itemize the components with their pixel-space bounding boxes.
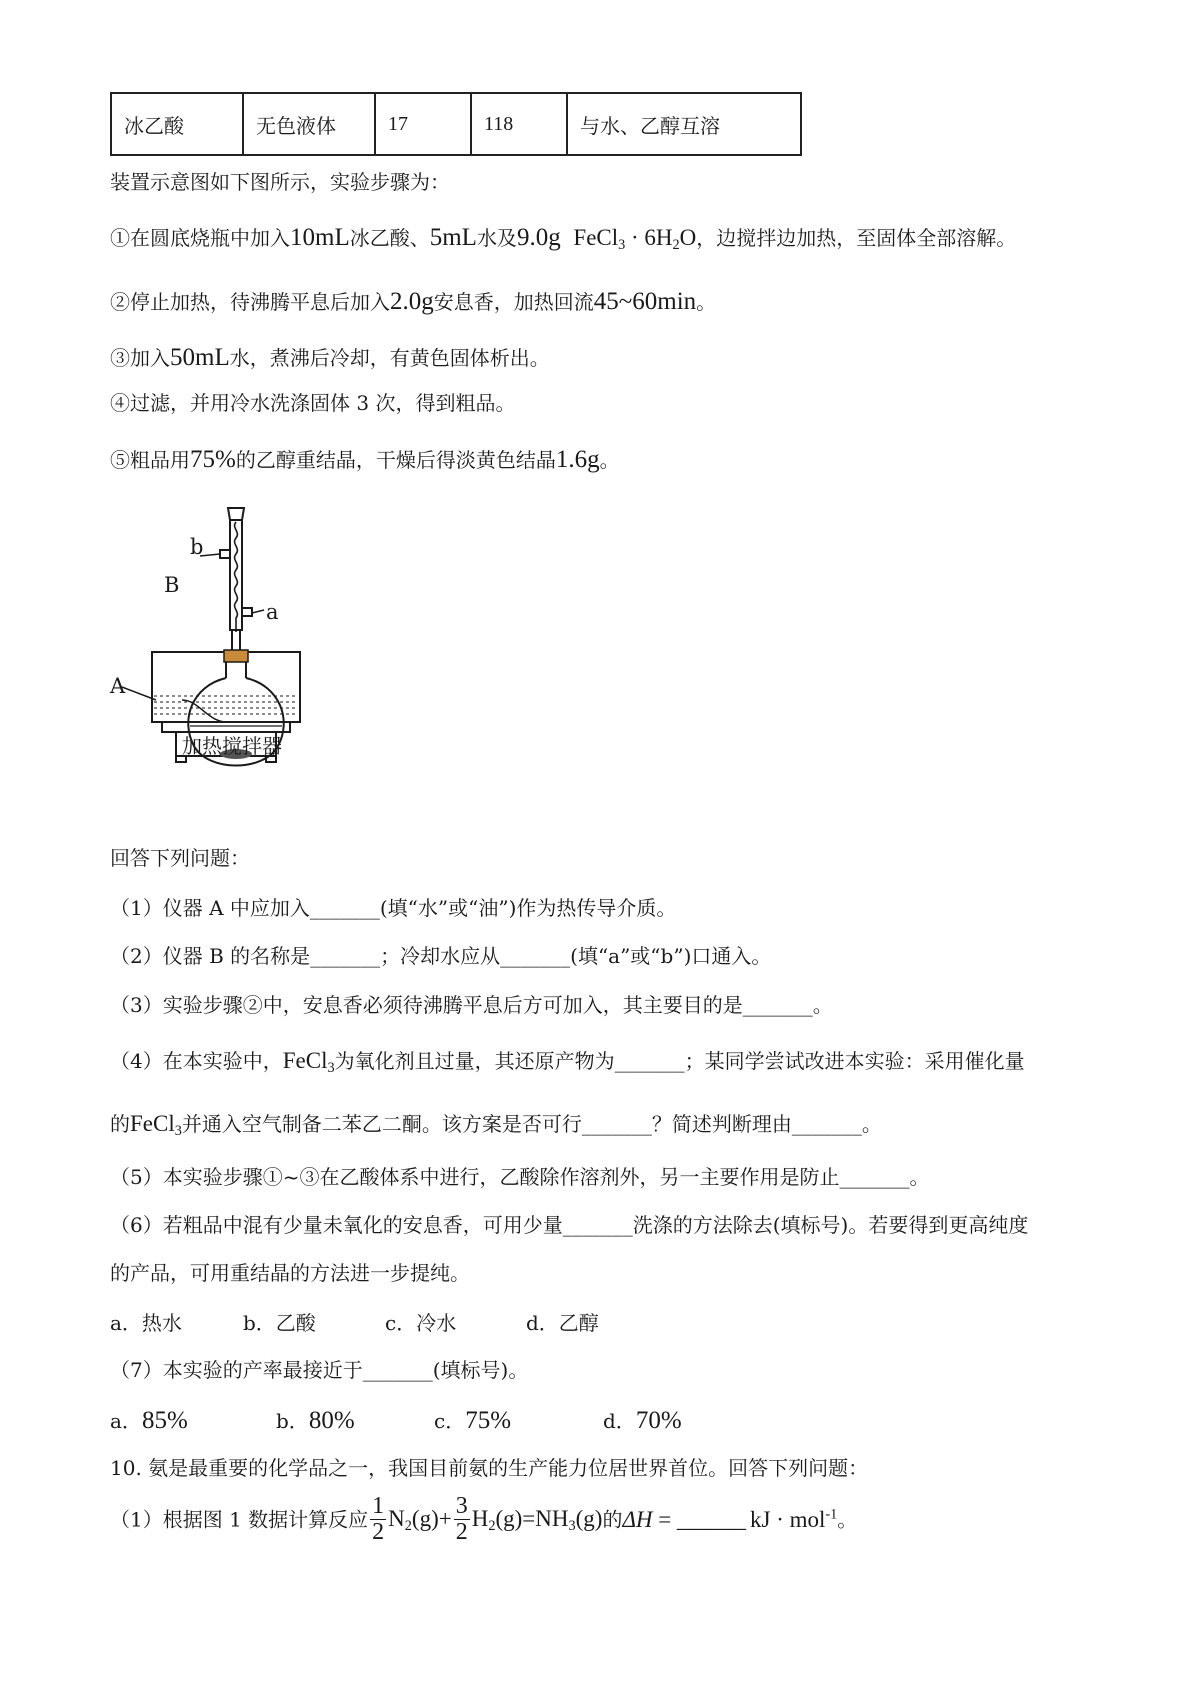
question-1: （1）仪器 A 中应加入_______(填“水”或“油”)作为热传导介质。 bbox=[110, 896, 677, 920]
question-4-line-1: （4）在本实验中，FeCl$_3$为氧化剂且过量，其还原产物为_______；某同学尝试改进本实验：采用催化量 bbox=[110, 1048, 1025, 1076]
step-5-text-3: 。 bbox=[599, 448, 620, 472]
figure-label-a: a bbox=[266, 600, 279, 624]
heating-stirrer-label: 加热搅拌器 bbox=[182, 734, 282, 758]
fraction-three-halves: $\frac{3}{2}$ bbox=[455, 1493, 468, 1546]
intro-text: 装置示意图如下图所示，实验步骤为： bbox=[110, 170, 450, 194]
figure-label-B: B bbox=[164, 573, 180, 597]
figure-label-A: A bbox=[110, 674, 126, 698]
question-7-option-c: c．75% bbox=[434, 1407, 512, 1434]
table-cell-solubility: 与水、乙醇互溶 bbox=[567, 93, 801, 155]
step-3-text-2: 水，煮沸后冷却，有黄色固体析出。 bbox=[229, 346, 550, 370]
question-7: （7）本实验的产率最接近于_______(填标号)。 bbox=[110, 1358, 529, 1382]
condenser-top-stopper bbox=[228, 508, 244, 520]
step-2-text-2: 安息香，加热回流 bbox=[433, 290, 594, 314]
table-cell-bp: 118 bbox=[471, 93, 567, 155]
step-1-text-1: ①在圆底烧瓶中加入 bbox=[110, 226, 290, 250]
formula-fecl3: FeCl$_3$ bbox=[130, 1111, 182, 1139]
condenser-jacket bbox=[230, 520, 242, 630]
table-row bbox=[111, 93, 801, 155]
step-5-yield-mass: 1.6g bbox=[555, 446, 600, 473]
ground-glass-joint bbox=[224, 650, 248, 662]
step-2-mass: 2.0g bbox=[390, 288, 434, 315]
leader-a bbox=[252, 610, 264, 613]
step-2-time: 45~60min bbox=[593, 288, 697, 315]
step-1-text-4: ，边搅拌边加热，至固体全部溶解。 bbox=[696, 226, 1017, 250]
table-cell-name: 冰乙酸 bbox=[111, 93, 243, 155]
question-3: （3）实验步骤②中，安息香必须待沸腾平息后方可加入，其主要目的是_______。 bbox=[110, 993, 833, 1017]
step-4: ④过滤，并用冷水洗涤固体 3 次，得到粗品。 bbox=[110, 391, 516, 415]
question-6-option-a: a．热水 bbox=[110, 1311, 182, 1335]
step-1-volume-acid: 10mL bbox=[290, 224, 350, 251]
question-5: （5）本实验步骤①~③在乙酸体系中进行，乙酸除作溶剂外，另一主要作用是防止_______。 bbox=[110, 1165, 930, 1189]
step-2-text-3: 。 bbox=[696, 290, 717, 314]
step-2-text-1: ②停止加热，待沸腾平息后加入 bbox=[110, 290, 390, 314]
question-10-part-1: （1）根据图 1 数据计算反应 $\frac{1}{2}$ $N_2(g)+$ $\frac{3}{2}$ $H_2(g)=NH_3(g)$的ΔH = ______ kJ · mol$^{-1}$。 bbox=[110, 1493, 858, 1546]
question-7-option-d: d．70% bbox=[603, 1407, 682, 1434]
question-10-title: 10. 氨是最重要的化学品之一，我国目前氨的生产能力位居世界首位。回答下列问题： bbox=[110, 1456, 869, 1480]
question-6-line-1: （6）若粗品中混有少量未氧化的安息香，可用少量_______洗涤的方法除去(填标号)。若要得到更高纯度 bbox=[110, 1213, 1029, 1237]
step-1 bbox=[110, 225, 1016, 252]
question-6-option-b: b．乙酸 bbox=[243, 1311, 316, 1335]
leader-A bbox=[122, 687, 156, 700]
step-1-text-3: 水及 bbox=[476, 226, 517, 250]
question-6-option-d: d．乙醇 bbox=[526, 1311, 599, 1335]
step-5-text-1: ⑤粗品用 bbox=[110, 448, 190, 472]
flask-neck bbox=[226, 662, 246, 678]
table-cell-state: 无色液体 bbox=[243, 93, 375, 155]
step-3 bbox=[110, 345, 550, 370]
question-7-option-a: a．85% bbox=[110, 1407, 188, 1434]
step-1-volume-water: 5mL bbox=[429, 224, 477, 251]
question-4-line-2: 的FeCl$_3$并通入空气制备二苯乙二酮。该方案是否可行_______？简述判断理由_______。 bbox=[110, 1111, 882, 1139]
reactant-n2: $N_2(g)+$ bbox=[388, 1505, 452, 1534]
question-2: （2）仪器 B 的名称是_______；冷却水应从_______(填“a”或“b”)口通入。 bbox=[110, 944, 772, 968]
formula-fecl3: FeCl$_3$ bbox=[282, 1048, 335, 1076]
step-3-volume: 50mL bbox=[170, 344, 230, 371]
figure-label-b: b bbox=[190, 535, 204, 559]
properties-table bbox=[110, 92, 802, 156]
stirrer-platform bbox=[162, 722, 290, 732]
answer-blank: ______ bbox=[677, 1506, 747, 1532]
apparatus-diagram bbox=[100, 500, 340, 830]
side-tube-a bbox=[242, 608, 252, 616]
fraction-one-half: $\frac{1}{2}$ bbox=[372, 1493, 385, 1546]
step-2 bbox=[110, 289, 716, 314]
delta-h: ΔH bbox=[622, 1506, 653, 1532]
answer-intro: 回答下列问题： bbox=[110, 846, 250, 870]
condenser-neck bbox=[232, 630, 240, 650]
reactant-h2-product-nh3: $H_2(g)=NH_3(g)$ bbox=[471, 1505, 603, 1534]
step-5-text-2: 的乙醇重结晶，干燥后得淡黄色结晶 bbox=[235, 448, 556, 472]
step-1-text-2: 冰乙酸、 bbox=[349, 226, 430, 250]
step-1-mass: 9.0g bbox=[516, 224, 561, 251]
step-1-formula: FeCl$_3$ · $6H_2O$ bbox=[573, 225, 697, 253]
condenser-inner-coil bbox=[235, 522, 238, 632]
step-5-percent: 75% bbox=[190, 446, 236, 473]
step-5 bbox=[110, 447, 620, 472]
table-cell-mp: 17 bbox=[375, 93, 471, 155]
question-6-option-c: c．冷水 bbox=[385, 1311, 457, 1335]
question-7-option-b: b．80% bbox=[276, 1407, 355, 1434]
step-3-text-1: ③加入 bbox=[110, 346, 170, 370]
side-tube-b bbox=[220, 550, 230, 558]
unit: kJ · mol$^{-1}$ bbox=[750, 1506, 838, 1532]
question-6-line-2: 的产品，可用重结晶的方法进一步提纯。 bbox=[110, 1261, 470, 1285]
